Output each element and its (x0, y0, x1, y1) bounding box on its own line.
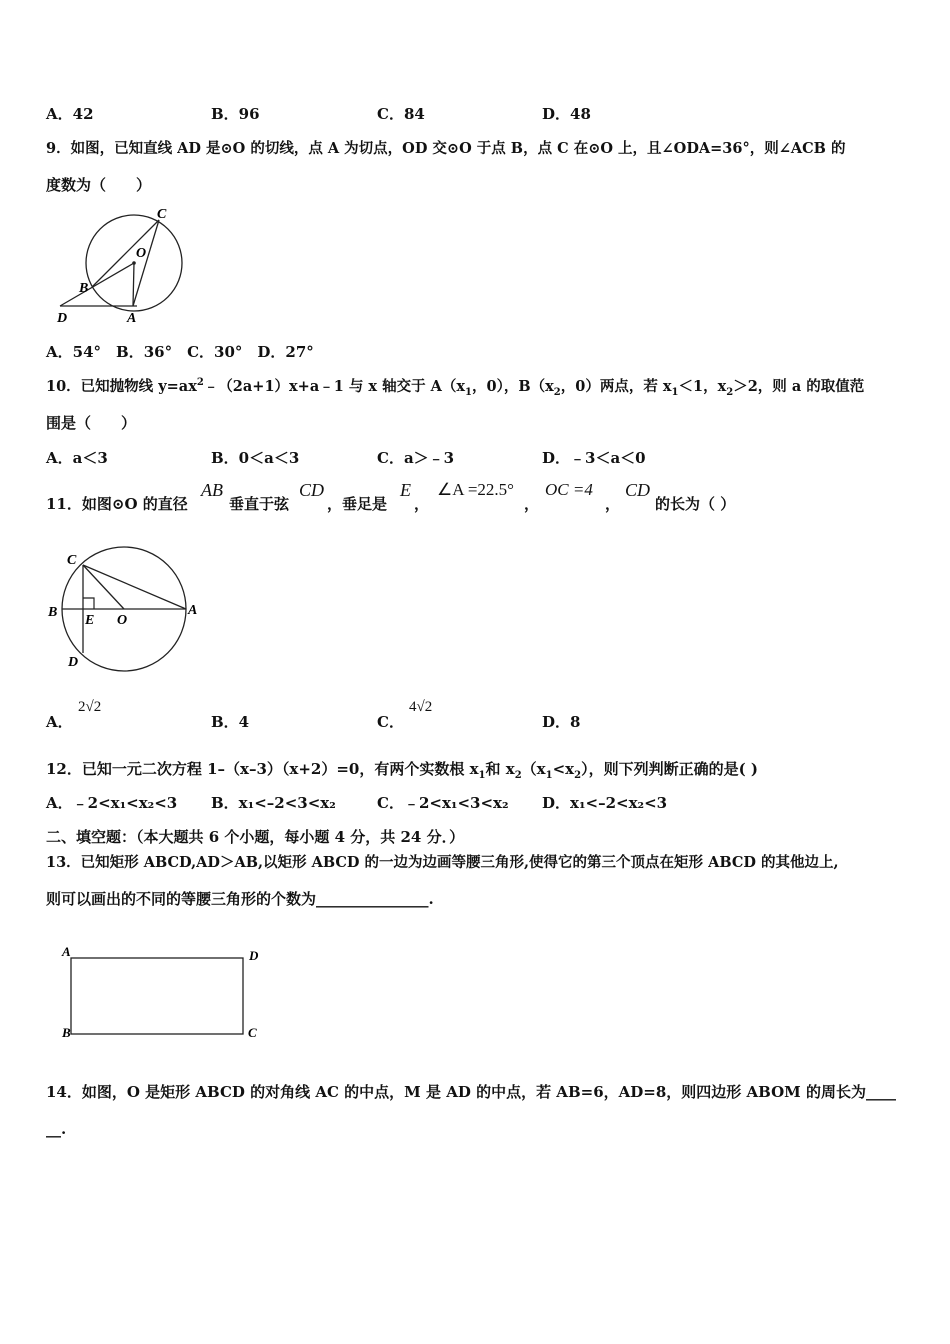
q11-option-d: D．8 (542, 713, 581, 731)
q11-label-o: O (117, 613, 128, 628)
q8-option-b: B．96 (211, 105, 260, 123)
q10-part-c: ，0），B（x (472, 378, 554, 395)
q12-part-d: <x (552, 760, 575, 778)
q10-part-b: ﹣（2a+1）x+a﹣1 与 x 轴交于 A（x (203, 378, 466, 395)
q10-part-f: ＞2，则 a 的取值范 (733, 378, 865, 395)
q11-comma3: ， (605, 495, 621, 513)
q9-label-c: C (157, 207, 167, 222)
q12-sub-2a: 2 (514, 770, 522, 781)
q14-text-line1: 14．如图，O 是矩形 ABCD 的对角线 AC 的中点，M 是 AD 的中点，若 AB=6，AD=8，则四边形 ABOM 的周长为____ (46, 1083, 896, 1101)
q11-mid2: ，垂足是 (327, 495, 388, 513)
q13-rectangle (71, 958, 243, 1034)
q11-option-c-value: 4√2 (409, 699, 433, 715)
q12-sub-1a: 1 (478, 770, 486, 781)
q10-part-d: ，0）两点，若 x (560, 378, 672, 395)
q10-option-b: B．0＜a＜3 (211, 449, 300, 467)
q11-oc: OC =4 (545, 480, 593, 499)
q11-e: E (400, 480, 411, 500)
q9-text-line2: 度数为（ ） (46, 176, 152, 194)
q10-part-a: 10．已知抛物线 y=ax (46, 378, 197, 395)
q10-part-e: ＜1，x (678, 378, 727, 395)
q13-label-a: A (62, 944, 71, 959)
q10-option-c: C．a＞﹣3 (377, 449, 455, 467)
q11-cd2: CD (625, 480, 651, 500)
q9-text-line1: 9．如图，已知直线 AD 是⊙O 的切线，点 A 为切点，OD 交⊙O 于点 B，点 C 在⊙O 上，且∠ODA=36°，则∠ACB 的 (46, 140, 846, 157)
q10-option-a: A．a＜3 (46, 449, 108, 467)
q10-sub-2b: 2 (726, 386, 734, 398)
q10-sub-1a: 1 (465, 386, 473, 398)
q14-text-line2: __. (46, 1120, 67, 1138)
q11-cd: CD (299, 480, 325, 500)
q11-angle: ∠A =22.5° (437, 480, 514, 499)
q11-label-d: D (68, 655, 79, 670)
q11-prefix: 11．如图⊙O 的直径 (46, 495, 188, 513)
q9-label-b: B (79, 281, 89, 296)
q13-text-line2: 则可以画出的不同的等腰三角形的个数为_______________. (46, 890, 434, 908)
q10-text-line2: 围是（ ） (46, 414, 137, 432)
q11-label-c: C (67, 553, 77, 568)
q12-part-a: 12．已知一元二次方程 1–（x–3）（x+2）=0，有两个实数根 x (46, 760, 479, 778)
q11-comma1: ， (414, 495, 430, 513)
q9-options: A．54° B．36° C．30° D．27° (46, 343, 314, 361)
q11-suffix: 的长为（ ） (655, 495, 736, 513)
q12-option-c: C．﹣2<x₁<3<x₂ (377, 794, 509, 812)
section2-title: 二、填空题：（本大题共 6 个小题，每小题 4 分，共 24 分．） (46, 828, 465, 846)
q11-option-c: C． (377, 713, 404, 731)
q12-option-b: B．x₁<–2<3<x₂ (211, 794, 336, 812)
q10-sub-2a: 2 (553, 386, 561, 398)
q12-option-a: A．﹣2<x₁<x₂<3 (46, 794, 178, 812)
q11-option-b: B．4 (211, 713, 250, 731)
q12-option-d: D．x₁<–2<x₂<3 (542, 794, 668, 812)
q13-label-d: D (249, 948, 259, 963)
q11-label-b: B (48, 605, 58, 620)
q8-option-c: C．84 (377, 105, 425, 123)
q11-option-a-value: 2√2 (78, 699, 102, 715)
q11-mid1: 垂直于弦 (229, 495, 290, 513)
q11-comma2: ， (524, 495, 540, 513)
q9-label-a: A (127, 311, 137, 326)
q11-ab: AB (201, 480, 223, 500)
q9-label-o: O (136, 246, 147, 261)
q8-option-d: D．48 (542, 105, 591, 123)
q12-part-b: 和 x (485, 760, 515, 778)
q12-sub-2b: 2 (574, 770, 582, 781)
q8-option-a: A．42 (46, 105, 94, 123)
q12-sub-1b: 1 (545, 770, 553, 781)
q10-sub-1b: 1 (671, 386, 679, 398)
q13-text-line1: 13．已知矩形 ABCD,AD＞AB,以矩形 ABCD 的一边为边画等腰三角形,使得它的第三个顶点在矩形 ABCD 的其他边上, (46, 854, 839, 871)
q10-option-d: D．﹣3＜a＜0 (542, 449, 646, 467)
q12-part-e: ），则下列判断正确的是( ) (581, 760, 758, 778)
q11-option-a: A． (46, 713, 73, 731)
q12-part-c: （x (521, 760, 546, 778)
q13-label-b: B (62, 1025, 71, 1040)
q10-sup: 2 (196, 377, 204, 389)
q11-label-e: E (85, 613, 95, 628)
q9-label-d: D (57, 311, 68, 326)
q13-label-c: C (248, 1025, 257, 1040)
q11-label-a: A (188, 603, 198, 618)
